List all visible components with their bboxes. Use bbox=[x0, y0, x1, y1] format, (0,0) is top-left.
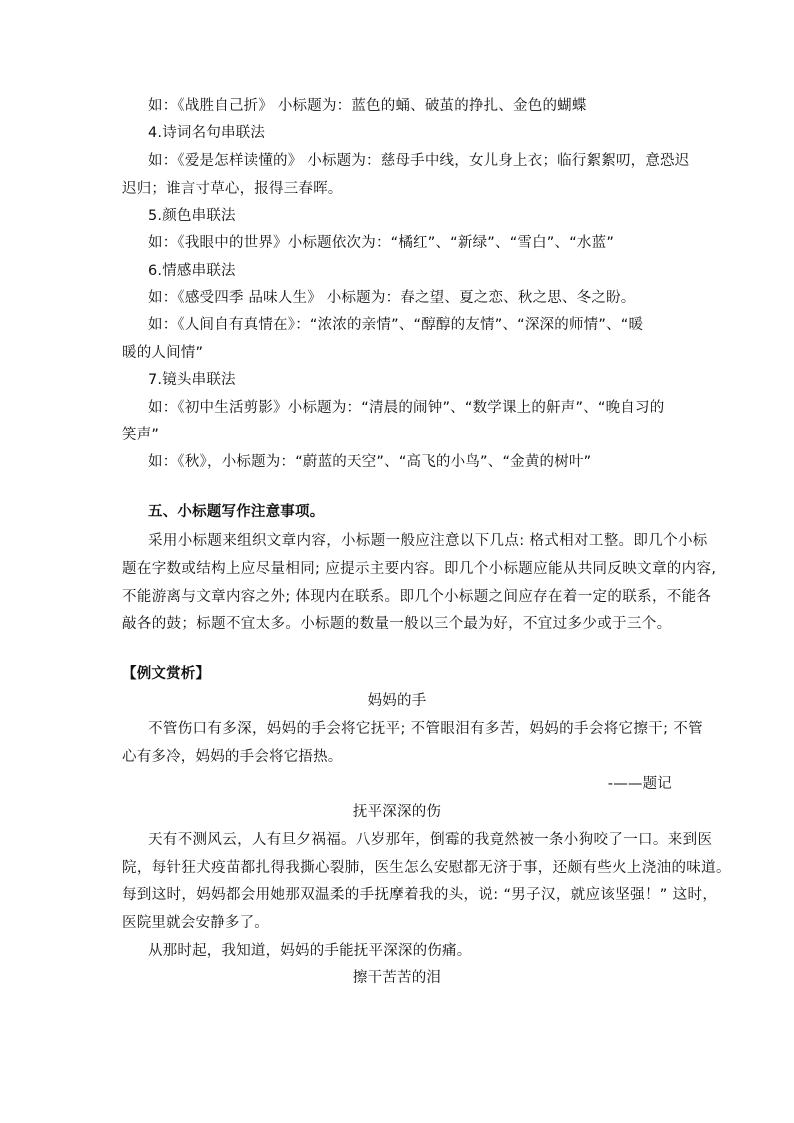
essay-paragraph-line: 院，每针狂犬疫苗都扎得我撕心裂肺，医生怎么安慰都无济于事，还颇有些火上浇油的味道。 bbox=[122, 860, 731, 876]
example-line: 如：《初中生活剪影》小标题为：“清晨的闹钟”、“数学课上的鼾声”、“晚自习的 bbox=[148, 400, 665, 416]
essay-paragraph-line: 医院里就会安静多了。 bbox=[122, 915, 269, 931]
paragraph-line: 采用小标题来组织文章内容，小标题一般应注意以下几点: 格式相对工整。即几个小标 bbox=[148, 533, 708, 549]
essay-paragraph-line: 从那时起，我知道，妈妈的手能抚平深深的伤痛。 bbox=[148, 943, 472, 959]
example-line: 如：《感受四季 品味人生》 小标题为：春之望、夏之恋、秋之思、冬之盼。 bbox=[148, 290, 636, 306]
epigraph-attribution: -——题记 bbox=[607, 776, 672, 792]
method-heading: 5.颜色串联法 bbox=[148, 208, 236, 224]
section-heading: 五、小标题写作注意事项。 bbox=[148, 504, 325, 520]
example-essay-label: 【例文赏析】 bbox=[122, 666, 211, 682]
paragraph-line: 不能游离与文章内容之外; 体现内在联系。即几个小标题之间应存在着一定的联系，不能各 bbox=[122, 589, 712, 605]
example-line: 如：《战胜自己折》 小标题为：蓝色的蛹、破茧的挣扎、金色的蝴蝶 bbox=[148, 98, 587, 114]
essay-epigraph-line: 心有多冷，妈妈的手会将它捂热。 bbox=[122, 749, 343, 765]
example-line-continued: 迟归；谁言寸草心，报得三春晖。 bbox=[122, 181, 343, 197]
method-heading: 7.镜头串联法 bbox=[148, 372, 236, 388]
example-line: 如：《我眼中的世界》小标题依次为：“橘红”、“新绿”、“雪白”、“水蓝” bbox=[148, 235, 615, 251]
essay-title: 妈妈的手 bbox=[367, 693, 427, 709]
paragraph-line: 敲各的鼓；标题不宜太多。小标题的数量一般以三个最为好，不宜过多少或于三个。 bbox=[122, 616, 672, 632]
method-heading: 4.诗词名句串联法 bbox=[148, 125, 266, 141]
example-line: 如：《秋》，小标题为：“蔚蓝的天空”、“高飞的小鸟”、“金黄的树叶” bbox=[148, 454, 592, 470]
essay-epigraph-line: 不管伤口有多深，妈妈的手会将它抚平; 不管眼泪有多苦，妈妈的手会将它擦干; 不管 bbox=[148, 721, 703, 737]
example-line-continued: 笑声” bbox=[122, 427, 160, 443]
essay-subtitle: 擦干苦苦的泪 bbox=[352, 970, 442, 986]
essay-paragraph-line: 每到这时，妈妈都会用她那双温柔的手抚摩着我的头，说: “男子汉，就应该坚强！” 这时， bbox=[122, 887, 718, 903]
essay-paragraph-line: 天有不测风云，人有旦夕祸福。八岁那年，倒霉的我竟然被一条小狗咬了一口。来到医 bbox=[148, 832, 713, 848]
example-line: 如：《人间自有真情在》：“浓浓的亲情”、“醇醇的友情”、“深深的师情”、“暖 bbox=[148, 317, 644, 333]
example-line: 如：《爱是怎样读懂的》 小标题为：慈母手中线，女儿身上衣；临行絮絮叨，意恐迟 bbox=[148, 153, 690, 169]
example-line-continued: 暖的人间情” bbox=[122, 345, 204, 361]
method-heading: 6.情感串联法 bbox=[148, 263, 236, 279]
essay-subtitle: 抚平深深的伤 bbox=[352, 804, 442, 820]
paragraph-line: 题在字数或结构上应尽量相同; 应提示主要内容。即几个小标题应能从共同反映文章的内容, bbox=[122, 561, 717, 577]
